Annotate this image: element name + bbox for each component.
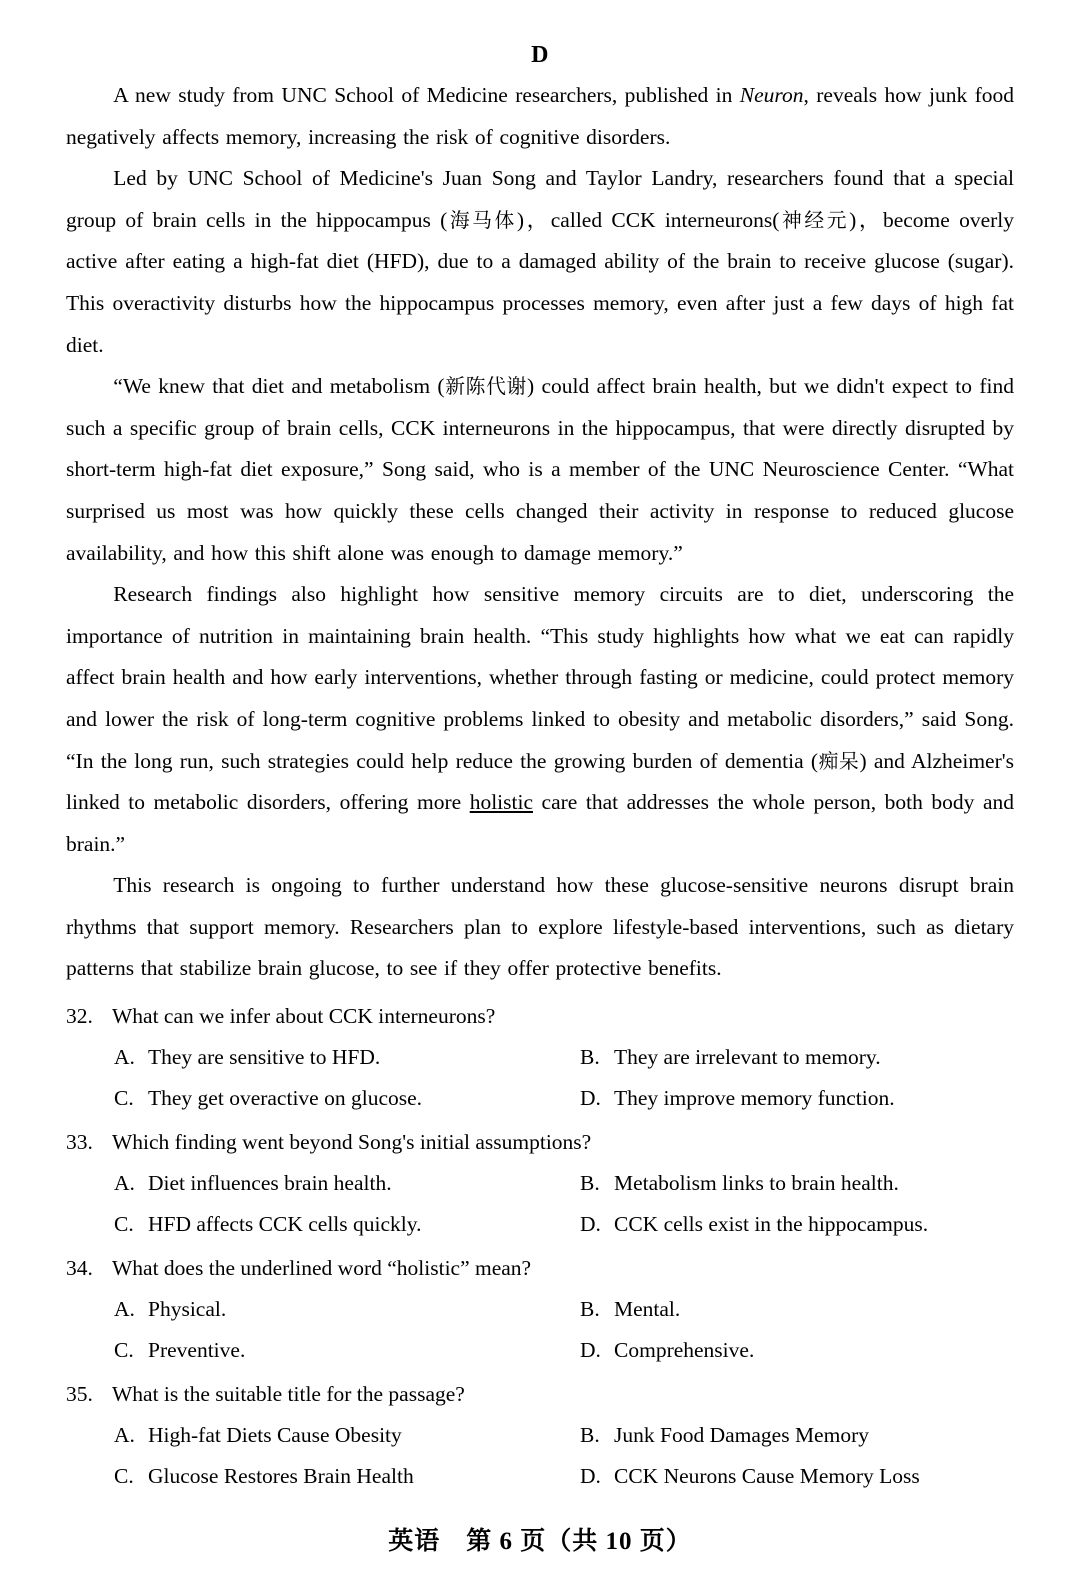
passage-paragraph-5: This research is ongoing to further understand how these glucose-sensitive neurons disrupt brain rhythms that support memory. Researchers plan to explore lifestyle-based interventions, such as dietary patterns that stabilize brain glucose, to see if they offer protective benefits. [66,873,1014,981]
option-text: Mental. [614,1297,681,1322]
option-letter: B. [580,1045,600,1070]
gloss-hippocampus: 海马体 [447,208,517,232]
question-34 [66,1248,1014,1371]
question-35-options [66,1415,1014,1497]
question-33-option-b[interactable] [580,1163,1014,1204]
question-32-option-b[interactable] [580,1037,1014,1078]
question-34-stem: What does the underlined word “holistic” mean? [112,1256,532,1281]
question-34-number: 34. [66,1256,93,1281]
option-letter: C. [114,1086,134,1111]
option-text: Comprehensive. [614,1338,755,1363]
question-35-stem-row [66,1374,1014,1415]
underlined-word-holistic: holistic [469,790,533,815]
gloss-interneurons: 神经元 [779,208,850,232]
gloss-metabolism: 新陈代谢 [444,375,527,399]
question-35-option-b[interactable] [580,1415,1014,1456]
passage-paragraph-4 [66,574,1014,865]
question-32-option-c[interactable] [114,1078,580,1119]
question-35-option-a[interactable] [114,1415,580,1456]
question-34-option-a[interactable] [114,1289,580,1330]
option-text: They get overactive on glucose. [148,1086,423,1111]
paragraph-1-lead: A new study from UNC School of Medicine researchers, published in [113,83,740,107]
question-35-number: 35. [66,1382,93,1407]
option-letter: C. [114,1212,134,1237]
journal-name: Neuron [739,83,804,107]
question-33-stem-row [66,1122,1014,1163]
question-32-options [66,1037,1014,1119]
footer-page-label: 第 6 页（共 10 页） [466,1528,692,1555]
option-letter: A. [114,1423,135,1448]
paragraph-4-c: care that addresses the whole person, both body and brain.” [66,790,1015,856]
option-text: Preventive. [148,1338,246,1363]
question-32 [66,996,1014,1119]
option-letter: B. [580,1171,600,1196]
paragraph-2-a: Led by UNC School of Medicine's Juan Song and Taylor Landry, researchers found that a special group of brain cells in the hippocampus ( [66,166,1014,232]
question-33-options [66,1163,1014,1245]
question-32-option-a[interactable] [114,1037,580,1078]
question-32-number: 32. [66,1004,93,1029]
passage-body [66,75,1014,990]
question-33-option-a[interactable] [114,1163,580,1204]
question-33-stem: Which finding went beyond Song's initial assumptions? [112,1130,592,1155]
questions-list [66,996,1014,1497]
footer-subject: 英语 [388,1526,441,1555]
question-34-option-d[interactable] [580,1330,1014,1371]
paragraph-2-b: )，called CCK interneurons( [516,207,780,232]
question-33 [66,1122,1014,1245]
section-letter: D [531,42,549,68]
option-letter: B. [580,1423,600,1448]
paragraph-2-c: )，become overly active after eating a high-fat diet (HFD), due to a damaged ability of the brain to receive glucose (sugar). This overactivity disturbs how the hippocampus processes memory, even after just a few days of high fat diet. [66,207,1015,357]
question-34-option-b[interactable] [580,1289,1014,1330]
paragraph-3-b: ) could affect brain health, but we didn't expect to find such a specific group of brain cells, CCK interneurons in the hippocampus, that were directly disrupted by short-term high-fat diet exposure,” Song said, who is a member of the UNC Neuroscience Center. “What surprised us most was how quickly these cells changed their activity in response to reduced glucose availability, and how this shift alone was enough to damage memory.” [66,374,1015,565]
option-text: HFD affects CCK cells quickly. [148,1212,422,1237]
option-letter: C. [114,1464,134,1489]
question-33-option-d[interactable] [580,1204,1014,1245]
option-text: CCK cells exist in the hippocampus. [614,1212,929,1237]
option-letter: A. [114,1171,135,1196]
option-letter: D. [580,1464,601,1489]
paragraph-4-a: Research findings also highlight how sensitive memory circuits are to diet, underscoring the importance of nutrition in maintaining brain health. “This study highlights how what we eat can rapidly affect brain health and how early interventions, whether through fasting or medicine, could protect memory and lower the risk of long-term cognitive problems linked to obesity and metabolic disorders,” said Song. “In the long run, such strategies could help reduce the growing burden of dementia ( [66,582,1014,773]
passage-paragraph-3 [66,366,1014,574]
option-text: They are irrelevant to memory. [614,1045,881,1070]
option-text: Diet influences brain health. [148,1171,392,1196]
option-text: High-fat Diets Cause Obesity [148,1423,402,1448]
question-33-number: 33. [66,1130,93,1155]
option-text: They are sensitive to HFD. [148,1045,381,1070]
option-text: Glucose Restores Brain Health [148,1464,414,1489]
passage-paragraph-2 [66,158,1014,366]
question-35-option-c[interactable] [114,1456,580,1497]
option-text: Metabolism links to brain health. [614,1171,899,1196]
question-34-options [66,1289,1014,1371]
question-35 [66,1374,1014,1497]
option-letter: A. [114,1297,135,1322]
question-35-option-d[interactable] [580,1456,1014,1497]
paragraph-4-b: ) and Alzheimer's linked to metabolic disorders, offering more [66,748,1014,815]
question-32-stem: What can we infer about CCK interneurons? [112,1004,496,1029]
gloss-dementia: 痴呆 [818,749,860,773]
question-32-stem-row [66,996,1014,1037]
option-letter: D. [580,1338,601,1363]
question-35-stem: What is the suitable title for the passage? [112,1382,465,1407]
option-letter: B. [580,1297,600,1322]
paragraph-3-a: “We knew that diet and metabolism ( [113,374,445,399]
question-33-option-c[interactable] [114,1204,580,1245]
option-text: Junk Food Damages Memory [614,1423,869,1448]
question-32-option-d[interactable] [580,1078,1014,1119]
option-letter: D. [580,1212,601,1237]
question-34-stem-row [66,1248,1014,1289]
option-text: Physical. [148,1297,227,1322]
passage-paragraph-1 [66,75,1014,158]
question-34-option-c[interactable] [114,1330,580,1371]
paragraph-1-tail: , reveals how junk food negatively affects memory, increasing the risk of cognitive disorders. [66,83,1014,149]
option-letter: A. [114,1045,135,1070]
option-text: CCK Neurons Cause Memory Loss [614,1464,920,1489]
page-footer [0,1521,1080,1557]
option-text: They improve memory function. [614,1086,895,1111]
option-letter: D. [580,1086,601,1111]
option-letter: C. [114,1338,134,1363]
